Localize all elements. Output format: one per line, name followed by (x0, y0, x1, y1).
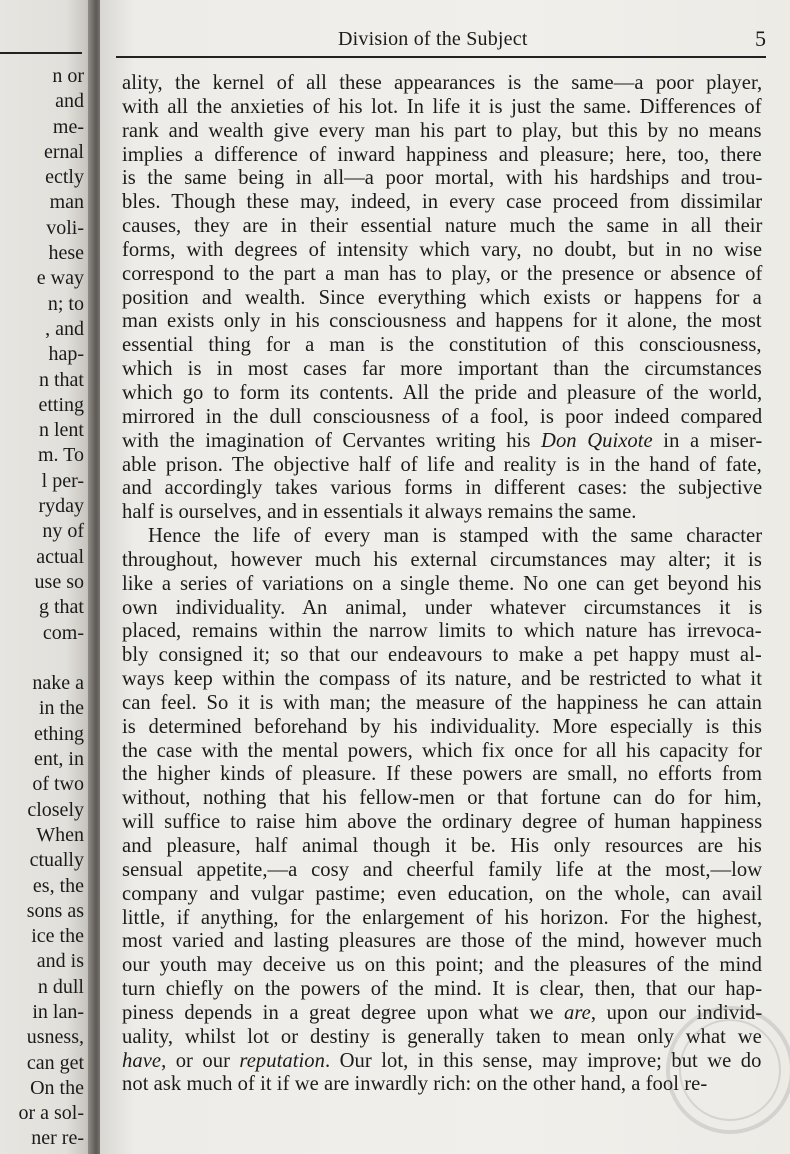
left-page-fragment: sons as (26, 899, 84, 922)
body-line: most varied and lasting pleasures are those of the mind, however much (122, 930, 762, 953)
body-line: implies a difference of inward happiness and pleasure; here, too, there (122, 143, 762, 166)
left-page-fragment: n or (52, 65, 84, 87)
body-line: is the same being in all—a poor mortal, with his hardships and trou- (122, 167, 763, 190)
left-page-fragment: and is (36, 950, 84, 973)
body-line: throughout, however much his external circumstances may alter; it is (122, 548, 762, 571)
left-page-fragment: ctually (29, 849, 84, 872)
body-line: with all the anxieties of his lot. In life it is just the same. Differences of (122, 95, 762, 118)
body-line: correspond to the part a man has to play, or the presence or absence of (122, 262, 763, 285)
left-page-fragment: ryday (38, 495, 84, 518)
left-page-fragment: When (36, 823, 84, 846)
body-line: position and wealth. Since everything which exists or happens for a (122, 286, 762, 309)
left-page-fragment: closely (27, 798, 84, 821)
body-line: causes, they are in their essential nature much the same in all their (122, 215, 763, 238)
left-page-fragment: n dull (37, 975, 84, 998)
body-line: is determined beforehand by his individuality. More especially is this (122, 715, 762, 738)
left-page-fragment: hese (48, 242, 84, 265)
body-line: essential thing for a man is the constitution of this consciousness, (122, 334, 762, 357)
left-page-fragment: in lan- (32, 1000, 84, 1023)
left-page-fragment: m. To (37, 444, 84, 467)
body-line: without, nothing that his fellow-men or that fortune can do for him, (122, 787, 762, 810)
body-line: turn chiefly on the powers of the mind. It is clear, then, that our hap- (122, 978, 763, 1001)
body-line: company and vulgar pastime; even education, on the whole, can avail (122, 882, 763, 905)
left-page-fragment: man (49, 191, 84, 214)
body-line: will suffice to raise him above the ordinary degree of human happiness (122, 811, 763, 834)
body-line: piness depends in a great degree upon what we are, upon our individ- (122, 1001, 763, 1024)
body-line: and accordingly takes various forms in different cases: the subjective (122, 477, 763, 500)
left-page-fragment: g that (39, 596, 84, 619)
left-page-fragment: n lent (39, 419, 84, 442)
left-page-fragment: , and (45, 317, 84, 340)
running-head: Division of the Subject (338, 28, 528, 50)
left-page-fragment: es, the (32, 874, 84, 897)
left-page-fragment: etting (38, 393, 84, 416)
body-line: not ask much of it if we are inwardly rich: on the other hand, a fool re- (122, 1073, 708, 1096)
body-line: uality, whilst lot or destiny is generally taken to mean only what we (122, 1025, 762, 1048)
left-page-fragment: usness, (26, 1026, 84, 1049)
left-page-fragment: ectly (45, 166, 84, 189)
left-page-fragment: of two (32, 773, 84, 796)
left-page-fragment: ner re- (31, 1127, 84, 1150)
left-page-fragment: voli- (46, 216, 84, 239)
left-page-fragment: me- (52, 115, 84, 138)
page-number: 5 (755, 26, 766, 51)
body-line: ways keep within the compass of its nature, and be restricted to what it (122, 668, 762, 691)
left-page-fragment: n; to (47, 292, 84, 315)
body-line: little, if anything, for the enlargement of his horizon. For the highest, (122, 906, 763, 929)
body-line: man exists only in his consciousness and happens for it alone, the most (122, 310, 762, 333)
body-line: able prison. The objective half of life and reality is in the hand of fate, (122, 453, 762, 476)
left-page-fragment: can get (26, 1051, 84, 1074)
left-page (0, 0, 94, 1154)
body-line: sensual appetite,—a cosy and cheerful family life at the most,—low (122, 858, 763, 881)
left-page-fragment: hap- (48, 343, 84, 366)
left-page-fragment: in the (39, 697, 84, 720)
body-line: own individuality. An animal, under whatever circumstances it is (122, 596, 763, 619)
left-page-header-rule (0, 52, 82, 54)
body-line: placed, remains within the narrow limits to which nature has irrevoca- (122, 620, 762, 643)
body-line: which go to form its contents. All the pride and pleasure of the world, (122, 381, 763, 404)
left-page-fragment: e way (36, 267, 84, 290)
body-line: rank and wealth give every man his part to play, but this by no means (122, 119, 762, 142)
left-page-fragment: ent, in (34, 748, 84, 771)
body-line: have, or our reputation. Our lot, in this sense, may improve; but we do (122, 1049, 762, 1072)
left-page-fragment: com- (42, 621, 84, 644)
body-line: ality, the kernel of all these appearances is the same—a poor player, (122, 72, 763, 94)
body-line: mirrored in the dull consciousness of a fool, is poor indeed compared (122, 405, 763, 428)
left-page-fragment: ice the (31, 925, 84, 948)
body-line: with the imagination of Cervantes writing his Don Quixote in a miser- (122, 429, 763, 452)
left-page-fragment: On the (30, 1076, 84, 1099)
left-page-fragment: or a sol- (18, 1102, 84, 1125)
body-line: bly consigned it; so that our endeavours to make a pet happy must al- (122, 644, 762, 667)
left-page-fragment: ernal (44, 140, 84, 163)
body-line: the higher kinds of pleasure. If these powers are small, no efforts from (122, 763, 763, 786)
body-line: like a series of variations on a single theme. No one can get beyond his (122, 572, 762, 595)
left-page-fragment: n that (39, 368, 84, 391)
left-page-fragment: actual (36, 545, 84, 568)
body-line: can feel. So it is with man; the measure of the happiness he can attain (122, 691, 762, 714)
body-line: the case with the mental powers, which fix once for all his capacity for (122, 739, 762, 762)
left-page-fragment: and (55, 90, 84, 113)
left-page-fragment (0, 646, 84, 671)
left-page-fragment: ny of (42, 520, 84, 543)
left-page-fragment: use so (34, 570, 84, 593)
body-line: our youth may deceive us on this point; and the pleasures of the mind (122, 954, 762, 977)
body-line: Hence the life of every man is stamped with the same character (148, 525, 763, 548)
body-line: bles. Though these may, indeed, in every case proceed from dissimilar (122, 191, 763, 214)
body-text (122, 72, 762, 1097)
body-line: which is in most cases far more important than the circumstances (122, 358, 762, 381)
left-page-fragment: nake a (32, 672, 84, 695)
body-line: half is ourselves, and in essentials it always remains the same. (122, 501, 637, 524)
left-page-fragment: ething (34, 722, 84, 745)
page-header (116, 26, 766, 58)
left-page-fragment: l per- (41, 469, 84, 492)
left-page-text-fragments (0, 64, 84, 1152)
body-line: and pleasure, half animal though it be. His only resources are his (122, 835, 762, 857)
right-page (100, 0, 790, 1154)
body-line: forms, with degrees of intensity which vary, no doubt, but in no wise (122, 238, 763, 261)
